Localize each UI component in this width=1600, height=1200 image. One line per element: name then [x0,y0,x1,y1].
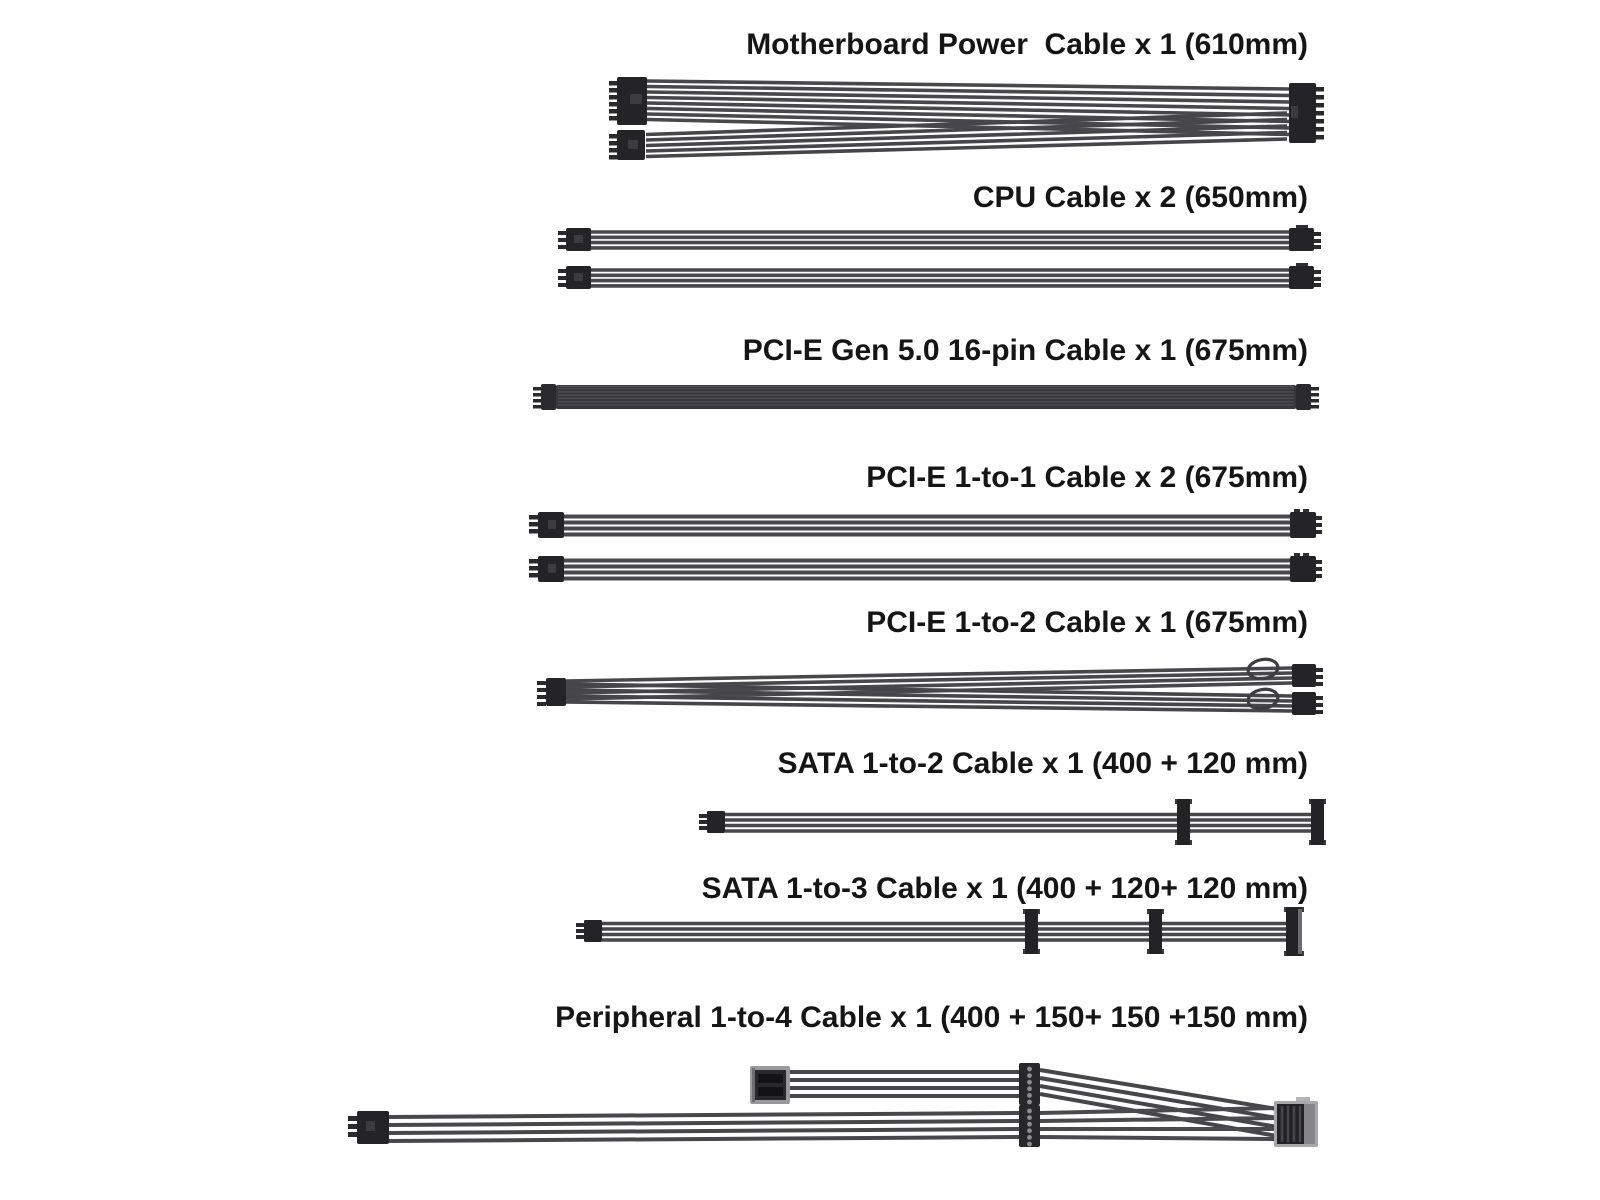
connector-left [576,920,602,942]
sata-connector-end [1284,907,1304,956]
connector-right [1290,553,1322,582]
wire-bundle [389,1113,1020,1141]
sata-connector-end [1309,799,1326,845]
label-motherboard-power: Motherboard Power Cable x 1 (610mm) [746,28,1308,61]
sata-connector-2 [1147,909,1164,954]
label-pcie-1to1: PCI-E 1-to-1 Cable x 2 (675mm) [866,461,1308,494]
connector-left [537,678,566,706]
sata-1to2-cable-graphic [699,799,1326,845]
connector-left [533,384,556,410]
connector-24pin-right [1289,83,1324,143]
wire-bundle [725,815,1313,832]
connector-left [699,811,725,833]
connector-left-top [609,77,647,125]
connector-right-lower [1292,692,1323,715]
sata-connector-1 [1023,909,1040,954]
label-sata-1to2: SATA 1-to-2 Cable x 1 (400 + 120 mm) [777,747,1308,780]
connector-left [348,1111,389,1144]
molex-connector-upper [1019,1063,1040,1105]
connector-right [1290,509,1322,538]
wire-bundle [1040,1070,1277,1136]
wire-bundle [602,924,1288,941]
wire-bundle [790,1072,1020,1096]
pcie-gen5-cable-graphic [533,384,1319,410]
label-peripheral-1to4: Peripheral 1-to-4 Cable x 1 (400 + 150+ 150 +150 mm) [555,1001,1308,1034]
sata-connector-mid [1175,799,1192,845]
wire-bundle [591,270,1289,286]
label-pcie-1to2: PCI-E 1-to-2 Cable x 1 (675mm) [866,606,1308,639]
connector-right [1289,263,1321,289]
connector-left [558,228,591,251]
connector-right [1289,225,1321,251]
connector-left [558,266,591,289]
label-cpu: CPU Cable x 2 (650mm) [972,181,1308,214]
label-pcie-gen5: PCI-E Gen 5.0 16-pin Cable x 1 (675mm) [742,334,1308,367]
wire-bundle [564,517,1290,535]
wire-bundle [564,561,1290,579]
wire-bundle [566,684,1292,711]
connector-left-bottom [609,130,645,160]
sata-1to3-cable-graphic [576,907,1304,956]
connector-left [529,556,564,582]
molex-connector-side [750,1066,790,1104]
wire-bundle [647,81,1290,135]
connector-left [529,512,564,538]
wire-bundle [591,232,1289,248]
pcie-1to2-cable-graphic [537,657,1323,715]
connector-right-upper [1292,664,1323,687]
pcie-1to1-cables-graphic [529,509,1322,582]
label-sata-1to3: SATA 1-to-3 Cable x 1 (400 + 120+ 120 mm) [701,872,1308,905]
peripheral-1to4-cable-graphic [348,1063,1318,1147]
motherboard-power-cable-graphic [609,77,1324,160]
connector-right [1296,384,1319,410]
molex-connector-lower [1019,1105,1040,1147]
cpu-cables-graphic [558,225,1321,289]
molex-connector-end [1274,1097,1318,1147]
